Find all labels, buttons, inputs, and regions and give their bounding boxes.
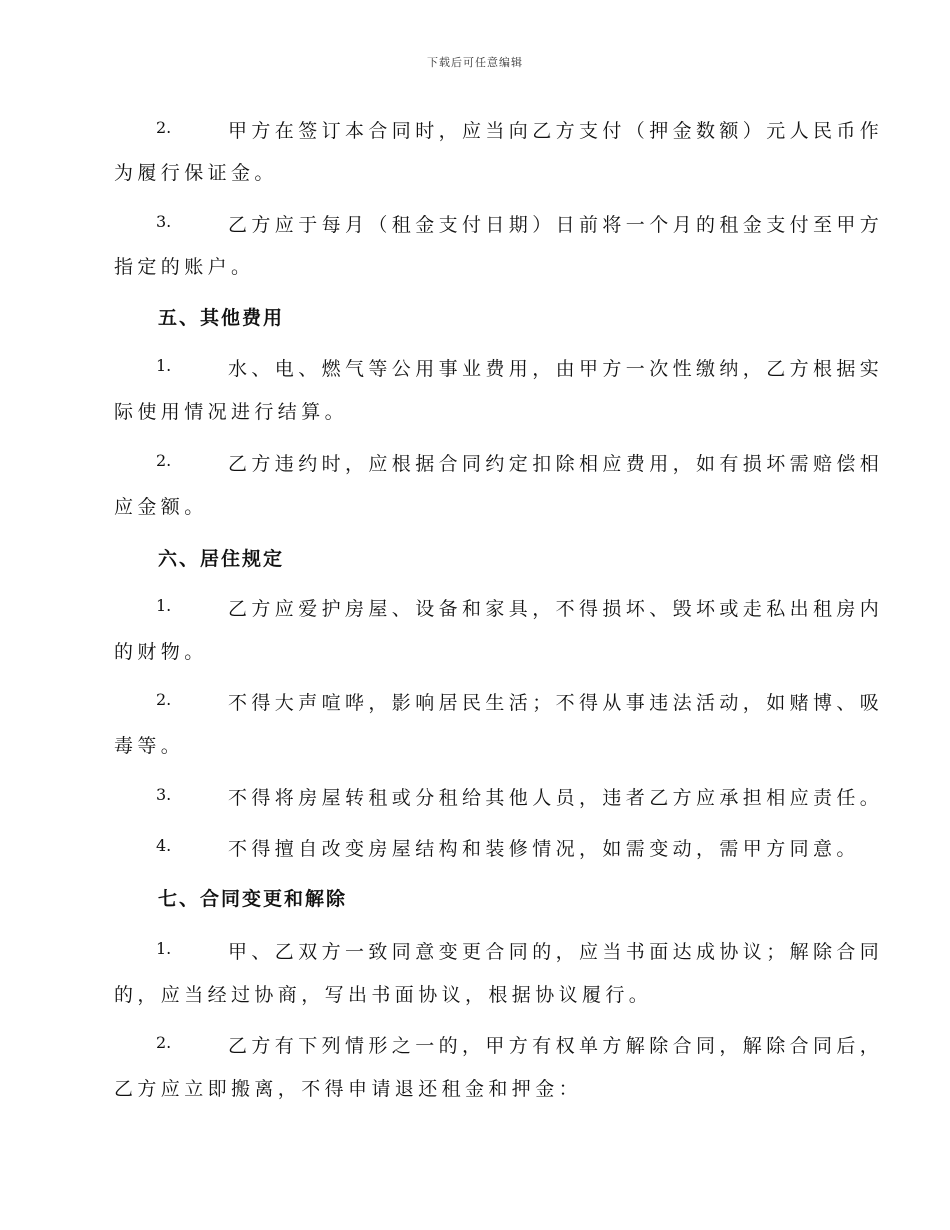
clause-text-line: 乙方违约时，应根据合同约定扣除相应费用，如有损坏需赔偿相 — [228, 453, 884, 475]
clause-text-line: 应金额。 — [114, 496, 208, 518]
clause-number: 2. — [156, 1033, 172, 1052]
clause-text-line: 甲、乙双方一致同意变更合同的，应当书面达成协议；解除合同 — [228, 941, 884, 963]
clause-text-line: 甲方在签订本合同时，应当向乙方支付（押金数额）元人民币作 — [228, 120, 884, 142]
clause-text-line: 乙方应爱护房屋、设备和家具，不得损坏、毁坏或走私出租房内 — [228, 598, 884, 620]
clause-number: 2. — [156, 118, 172, 137]
clause-text-line: 指定的账户。 — [114, 256, 255, 278]
clause-number: 1. — [156, 596, 172, 615]
clause-number: 2. — [156, 690, 172, 709]
clause-text-line: 水、电、燃气等公用事业费用，由甲方一次性缴纳，乙方根据实 — [228, 358, 884, 380]
clause-text-line: 为履行保证金。 — [114, 162, 278, 184]
clause-text-line: 不得大声喧哗，影响居民生活；不得从事违法活动，如赌博、吸 — [228, 692, 884, 714]
clause-text-line: 的，应当经过协商，写出书面协议，根据协议履行。 — [114, 984, 653, 1006]
page-header: 下载后可任意编辑 — [427, 56, 523, 69]
clause-number: 3. — [156, 212, 172, 231]
section-heading: 六、居住规定 — [158, 548, 285, 570]
clause-text-line: 毒等。 — [114, 735, 185, 757]
clause-text-line: 的财物。 — [114, 641, 208, 663]
clause-number: 4. — [156, 836, 172, 855]
clause-text-line: 不得擅自改变房屋结构和装修情况，如需变动，需甲方同意。 — [228, 838, 860, 860]
clause-text-line: 乙方应于每月（租金支付日期）日前将一个月的租金支付至甲方 — [228, 214, 884, 236]
clause-number: 1. — [156, 356, 172, 375]
clause-number: 1. — [156, 939, 172, 958]
clause-number: 2. — [156, 451, 172, 470]
section-heading: 五、其他费用 — [158, 307, 285, 329]
clause-text-line: 乙方应立即搬离，不得申请退还租金和押金： — [114, 1078, 583, 1100]
clause-text-line: 不得将房屋转租或分租给其他人员，违者乙方应承担相应责任。 — [228, 787, 884, 809]
clause-text-line: 际使用情况进行结算。 — [114, 401, 349, 423]
section-heading: 七、合同变更和解除 — [158, 888, 348, 910]
clause-number: 3. — [156, 785, 172, 804]
clause-text-line: 乙方有下列情形之一的，甲方有权单方解除合同，解除合同后， — [228, 1035, 884, 1057]
